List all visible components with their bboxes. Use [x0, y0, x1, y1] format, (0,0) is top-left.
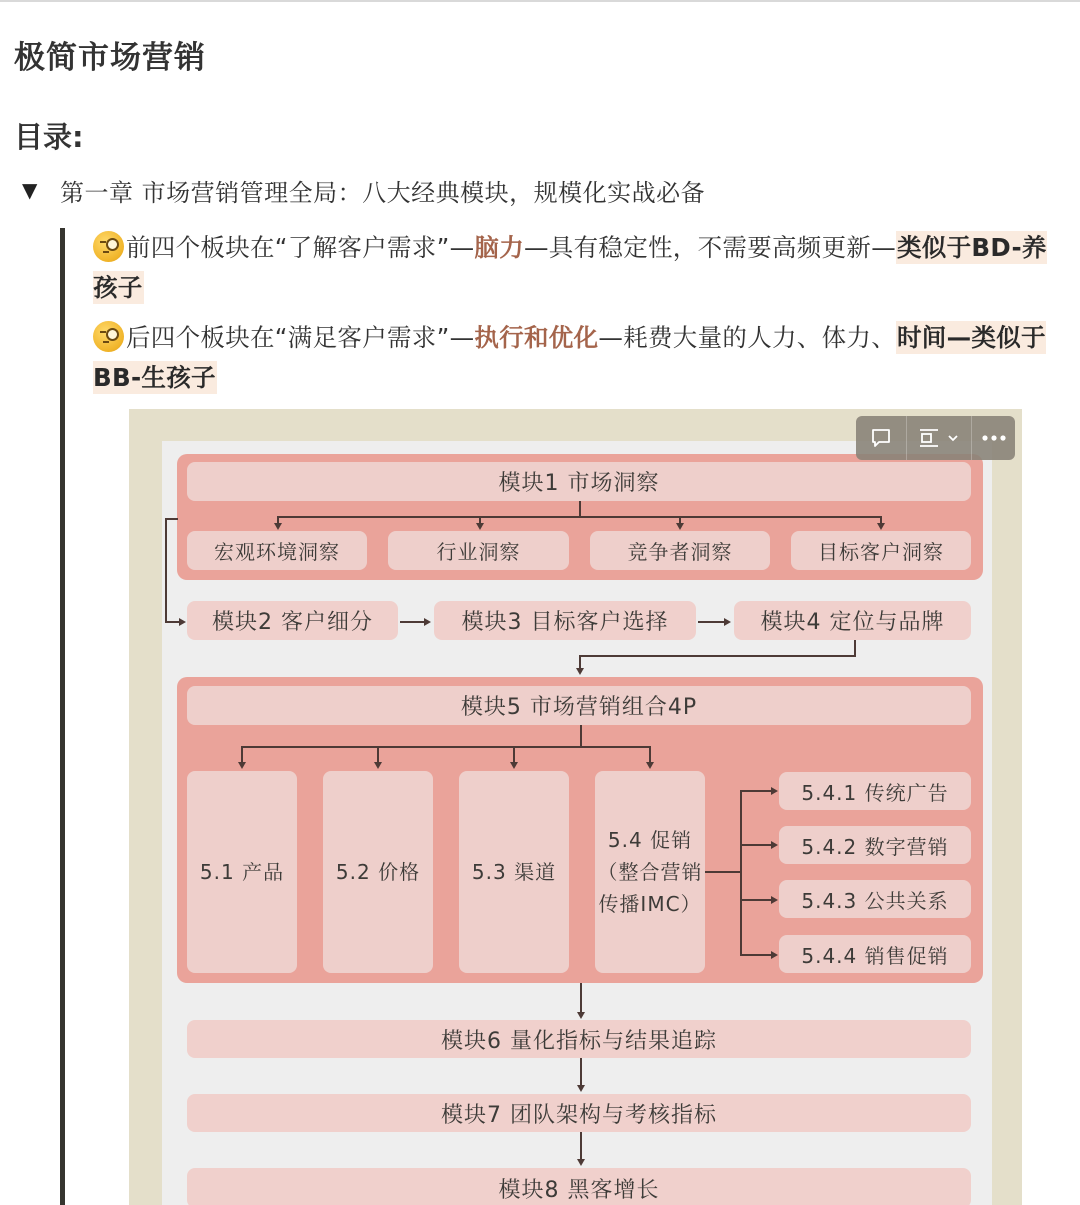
chevron-down-icon [946, 431, 960, 445]
module8-box: 模块8 黑客增长 [187, 1168, 971, 1205]
industry-insight-box: 行业洞察 [388, 531, 569, 570]
module4-box: 模块4 定位与品牌 [734, 601, 971, 640]
arrow-down-icon [374, 762, 382, 769]
arrow-right-icon [771, 787, 778, 795]
connector [241, 746, 243, 762]
price-box: 5.2 价格 [323, 771, 433, 973]
more-options-button[interactable] [972, 416, 1015, 460]
image-align-button[interactable] [906, 416, 972, 460]
connector [740, 790, 772, 792]
public-relations-box: 5.4.3 公共关系 [779, 880, 971, 918]
traditional-ads-box: 5.4.1 传统广告 [779, 772, 971, 810]
arrow-right-icon [771, 896, 778, 904]
connector [580, 1132, 582, 1160]
arrow-down-icon [577, 1012, 585, 1019]
connector [579, 655, 856, 657]
connector [740, 790, 742, 955]
arrow-down-icon [274, 523, 282, 530]
arrow-down-icon [646, 762, 654, 769]
arrow-right-icon [771, 951, 778, 959]
module5-title: 模块5 市场营销组合4P [187, 686, 971, 725]
product-box: 5.1 产品 [187, 771, 297, 973]
image-align-icon [918, 427, 940, 449]
face-with-monocle-icon [93, 321, 124, 352]
module1-title: 模块1 市场洞察 [187, 462, 971, 501]
arrow-down-icon [577, 1159, 585, 1166]
note-paragraph-1 [93, 228, 1068, 308]
note-text: 前四个板块在“了解客户需求”— [126, 233, 475, 262]
arrow-down-icon [576, 668, 584, 675]
face-with-monocle-icon [93, 231, 124, 262]
connector [580, 725, 582, 747]
sales-promotion-box: 5.4.4 销售促销 [779, 935, 971, 973]
connector [165, 621, 179, 623]
connector [740, 844, 772, 846]
arrow-right-icon [179, 618, 186, 626]
module2-box: 模块2 客户细分 [187, 601, 398, 640]
arrow-right-icon [771, 841, 778, 849]
page-title: 极简市场营销 [14, 40, 206, 76]
connector [377, 746, 379, 762]
connector [698, 621, 724, 623]
channel-box: 5.3 渠道 [459, 771, 569, 973]
arrow-down-icon [676, 523, 684, 530]
note-paragraph-2 [93, 318, 1068, 398]
chapter-title: 第一章 市场营销管理全局：八大经典模块，规模化实战必备 [60, 178, 706, 207]
note-text: 后四个板块在“满足客户需求”— [126, 323, 475, 352]
connector [513, 746, 515, 762]
connector [705, 871, 741, 873]
connector [649, 746, 651, 762]
connector [579, 501, 581, 517]
note-emphasis: 脑力 [474, 233, 524, 262]
toggle-indent-bar [60, 228, 65, 1205]
module7-box: 模块7 团队架构与考核指标 [187, 1094, 971, 1132]
arrow-down-icon [877, 523, 885, 530]
arrow-right-icon [424, 618, 431, 626]
promotion-box [595, 771, 705, 973]
chapter-toggle-row[interactable] [22, 172, 705, 208]
note-emphasis: 执行和优化 [474, 323, 599, 352]
connector [580, 1058, 582, 1086]
arrow-down-icon [238, 762, 246, 769]
competitor-insight-box: 竞争者洞察 [590, 531, 770, 570]
arrow-down-icon [510, 762, 518, 769]
module6-box: 模块6 量化指标与结果追踪 [187, 1020, 971, 1058]
image-toolbar [856, 416, 1015, 460]
connector [740, 954, 772, 956]
comment-icon [869, 426, 893, 450]
promotion-line3: 传播IMC） [598, 892, 702, 916]
promotion-line1: 5.4 促销 [607, 828, 693, 852]
top-divider [0, 0, 1080, 2]
connector [277, 516, 882, 518]
more-horizontal-icon [981, 434, 1007, 442]
digital-marketing-box: 5.4.2 数字营销 [779, 826, 971, 864]
arrow-down-icon [476, 523, 484, 530]
promotion-line2: （整合营销 [597, 860, 703, 884]
arrow-right-icon [724, 618, 731, 626]
customer-insight-box: 目标客户洞察 [791, 531, 971, 570]
comment-button[interactable] [856, 416, 906, 460]
connector [241, 746, 651, 748]
connector [580, 983, 582, 1013]
connector [400, 621, 424, 623]
note-text: —具有稳定性，不需要高频更新— [524, 233, 896, 262]
module3-box: 模块3 目标客户选择 [434, 601, 696, 640]
toc-heading: 目录: [14, 120, 84, 154]
note-highlight: 类似于BD-养孩子 [93, 233, 1047, 302]
note-text: —耗费大量的人力、体力、 [598, 323, 896, 352]
note-highlight: 时间—类似于BB-生孩子 [93, 323, 1046, 392]
arrow-down-icon [577, 1085, 585, 1092]
connector [740, 899, 772, 901]
macro-insight-box: 宏观环境洞察 [187, 531, 367, 570]
connector [579, 655, 581, 669]
triangle-down-icon[interactable]: ▼ [22, 178, 38, 202]
connector [165, 518, 167, 622]
